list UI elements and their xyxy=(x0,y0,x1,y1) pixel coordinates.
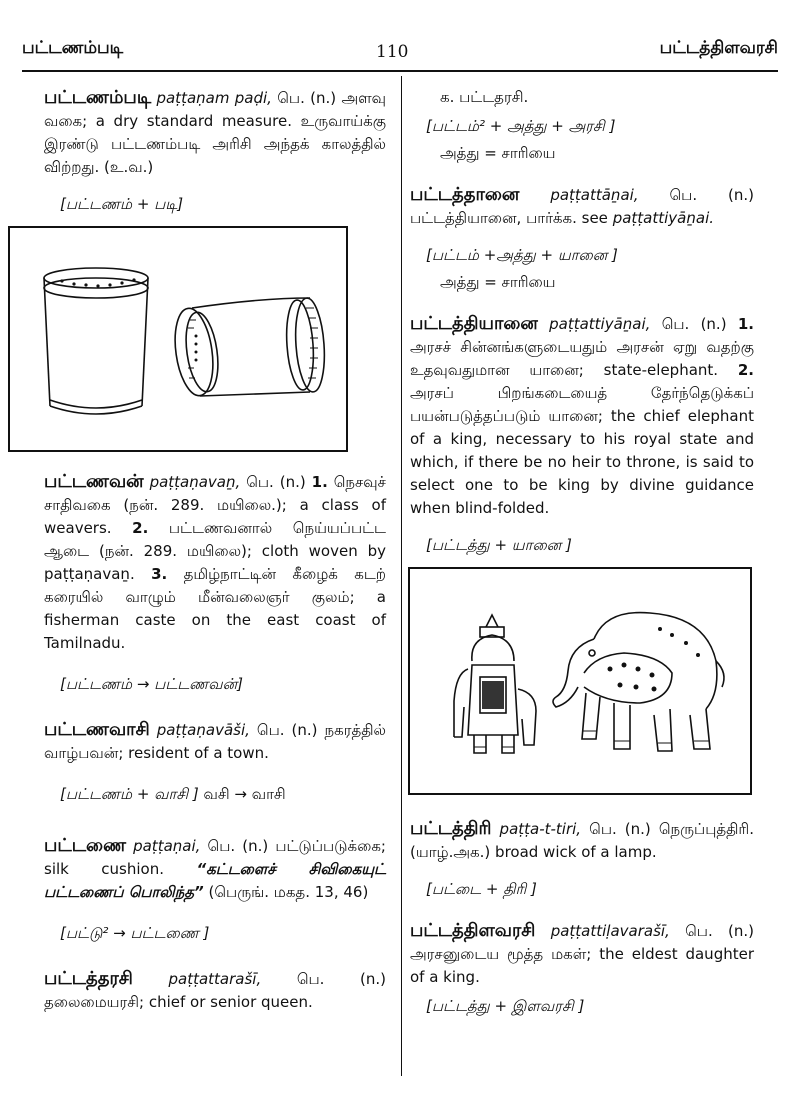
entry-pattattiyanai xyxy=(410,312,754,520)
cross-reference-link[interactable]: paṭṭattiyāṉai. xyxy=(612,209,715,227)
headword: பட்டணை xyxy=(44,835,126,856)
left-column xyxy=(44,86,386,1014)
sense-number: 3. xyxy=(151,565,168,583)
etymology: [பட்டு² → பட்டணை ] xyxy=(60,924,210,942)
transliteration: paṭṭattarašī, xyxy=(168,970,262,988)
part-of-speech: பெ. (n.) xyxy=(246,473,306,491)
running-head-left: பட்டணம்படி xyxy=(22,38,124,58)
etymology: [பட்டணம் + படி] xyxy=(60,195,184,213)
part-of-speech: பெ. (n.) xyxy=(589,820,651,838)
entry-pattanampadi xyxy=(44,86,386,179)
entry-pattattanai xyxy=(410,183,754,230)
entry-pattattiri xyxy=(410,817,754,864)
sense-text: தமிழ்நாட்டின் கீழைக் கடற் கரையில் வாழும் மீன்வலைஞர் குலம்; a fisherman caste on the east coast of Tamilnadu. xyxy=(44,565,386,652)
headword: பட்டணவாசி xyxy=(44,719,150,740)
definition: பட்டத்தியானை, பார்க்க. see xyxy=(410,209,608,227)
part-of-speech: பெ. (n.) xyxy=(296,970,386,988)
sense-number: 1. xyxy=(311,473,328,491)
transliteration: paṭṭattiḷavarašī, xyxy=(550,922,670,940)
measure-cup-illustration xyxy=(8,226,348,452)
etymology: [பட்டத்து + இளவரசி ] xyxy=(426,997,585,1015)
definition: நகரத்தில் வாழ்பவன்; resident of a town. xyxy=(44,721,386,762)
headword: பட்டத்திரி xyxy=(410,818,492,839)
etymology: [பட்டணம் → பட்டணவன்] xyxy=(60,675,244,693)
etymology: [பட்டம்² + அத்து + அரசி ] xyxy=(426,117,616,135)
entry-pattanavan xyxy=(44,470,386,655)
etymology-note: அத்து = சாரியை xyxy=(440,144,556,162)
sense-text: பட்டணவனால் நெய்யப்பட்ட ஆடை (நன். 289. மயிலை); cloth woven by paṭṭaṇavaṉ. xyxy=(44,519,386,583)
sense-number: 2. xyxy=(737,361,754,379)
sense-number: 2. xyxy=(132,519,149,537)
elephant-drawing xyxy=(410,569,750,793)
etymology-formula: [பட்டணம் + வாசி ] xyxy=(60,785,199,803)
part-of-speech: பெ. (n.) xyxy=(277,89,337,107)
etymology-note: அத்து = சாரியை xyxy=(440,273,556,291)
etymology xyxy=(44,783,386,806)
literary-quote: “கட்டளைச் சிவிகையுட் பட்டணைப் பொலிந்த” xyxy=(44,860,386,901)
column-divider xyxy=(401,76,402,1076)
sense-text: நெசவுச் சாதிவகை (நன். 289. மயிலை.); a class of weavers. xyxy=(44,473,386,537)
transliteration: paṭṭaṇavāši, xyxy=(156,721,250,739)
etymology: [பட்டை + திரி ] xyxy=(426,880,537,898)
definition: நெருப்புத்திரி. (யாழ்.அக.) broad wick of a lamp. xyxy=(410,820,754,861)
quote-source: (பெருங். மகத. 13, 46) xyxy=(208,883,369,901)
definition: தலைமையரசி; chief or senior queen. xyxy=(44,993,313,1011)
headword: பட்டத்தியானை xyxy=(410,313,538,334)
entry-pattanavasi xyxy=(44,718,386,765)
part-of-speech: பெ. (n.) xyxy=(207,837,269,855)
sense-number: 1. xyxy=(737,315,754,333)
headword: பட்டணவன் xyxy=(44,471,144,492)
headword: பட்டத்திளவரசி xyxy=(410,920,536,941)
definition: பட்டுப்படுக்கை; silk cushion. xyxy=(44,837,386,878)
transliteration: paṭṭattāṉai, xyxy=(550,186,639,204)
entry-pattattarasi xyxy=(44,967,386,1014)
part-of-speech: பெ. (n.) xyxy=(669,186,754,204)
definition: அரசனுடைய மூத்த மகள்; the eldest daughter of a king. xyxy=(410,945,754,986)
etymology: [பட்டம் +அத்து + யானை ] xyxy=(426,246,618,264)
part-of-speech: பெ. (n.) xyxy=(661,315,727,333)
etymology: [பட்டத்து + யானை ] xyxy=(426,536,572,554)
transliteration: paṭṭaṇavaṉ, xyxy=(149,473,241,491)
transliteration: paṭṭaṇai, xyxy=(133,837,201,855)
etymology-note: வசி → வாசி xyxy=(203,785,286,803)
elephant-illustration xyxy=(408,567,752,795)
transliteration: paṭṭa-t-tiri, xyxy=(499,820,582,838)
headword: பட்டத்தரசி xyxy=(44,968,133,989)
transliteration: paṭṭaṇam paḍi, xyxy=(156,89,272,107)
sense-text: அரசச் சின்னங்களுடையதும் அரசன் ஏறு வதற்கு உதவுவதுமான யானை; state-elephant. xyxy=(410,338,754,379)
part-of-speech: பெ. (n.) xyxy=(685,922,754,940)
continued-cognate: க. பட்டதரசி. xyxy=(440,88,529,106)
transliteration: paṭṭattiyāṉai, xyxy=(549,315,651,333)
entry-pattanai xyxy=(44,834,386,904)
headword: பட்டத்தானை xyxy=(410,184,520,205)
measure-cup-drawing xyxy=(10,228,346,450)
headword: பட்டணம்படி xyxy=(44,87,152,108)
definition: அளவு வகை; a dry standard measure. உருவாய்க்கு இரண்டு பட்டணம்படி அரிசி அந்தக் காலத்தில் விற்றது. (உ.வ.) xyxy=(44,89,386,176)
header-rule xyxy=(22,70,778,72)
page-number: 110 xyxy=(376,42,409,62)
sense-text: அரசப் பிறங்கடையைத் தேர்ந்தெடுக்கப் பயன்படுத்தப்படும் யானை; the chief elephant of a king, necessary to his royal state and which, if there be no heir to throne, is said to select one to be king by divine guidance when blind-folded. xyxy=(410,384,754,517)
part-of-speech: பெ. (n.) xyxy=(256,721,318,739)
entry-pattattilavarasi xyxy=(410,919,754,989)
right-column xyxy=(410,86,754,1018)
running-head-right: பட்டத்திளவரசி xyxy=(659,38,778,58)
